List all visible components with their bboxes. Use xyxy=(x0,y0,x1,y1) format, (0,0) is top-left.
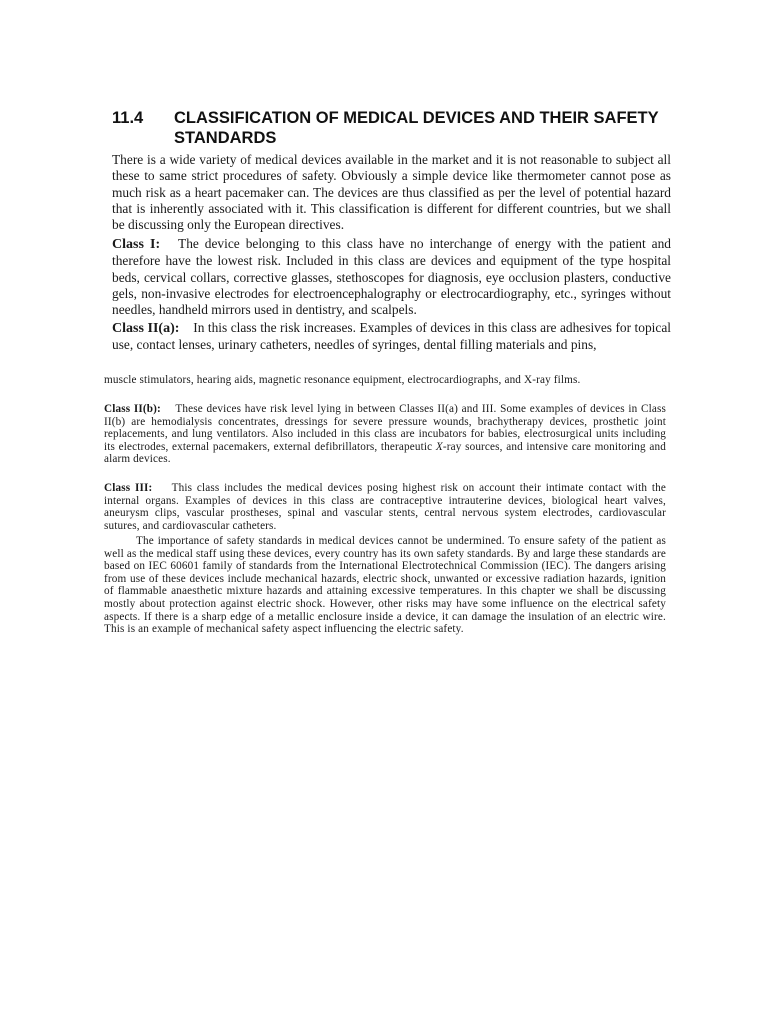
class2b-paragraph xyxy=(104,403,666,466)
class2b-text-x: X xyxy=(435,440,443,453)
class1-label: Class I: xyxy=(112,237,161,252)
section-title-line1: CLASSIFICATION OF MEDICAL DEVICES AND THEIR SAFETY xyxy=(174,109,659,127)
class3-label: Class III: xyxy=(104,482,153,494)
section-heading xyxy=(112,108,672,148)
importance-paragraph: The importance of safety standards in medical devices cannot be undermined. To ensure safety of the patient as well as the medical staff using these devices, every country has its own safety standards. By and large these standards are based on IEC 60601 family of standards from the International Electrotechnical Commission (IEC). The dangers arising from use of these devices include mechanical hazards, electric shock, unwanted or excessive radiation hazards, ignition of flammable anaesthetic mixture hazards and attaining excessive temperatures. In this chapter we shall be discussing mostly about protection against electric shock. However, other risks may have some influence on the electrical safety aspects. If there is a sharp edge of a metallic enclosure inside a device, it can damage the insulation of an electric wire. This is an example of mechanical safety aspect influencing the electric safety. xyxy=(104,535,666,636)
intro-paragraph: There is a wide variety of medical devices available in the market and it is not reasonable to subject all these to same strict procedures of safety. Obviously a simple device like thermometer cannot pose as much risk as a heart pacemaker can. The devices are thus classified as per the level of potential hazard that is inherently associated with it. This classification is different for different countries, but we shall be discussing only the European directives. xyxy=(112,152,671,233)
section-title-line2: STANDARDS xyxy=(174,129,277,147)
class2b-text-a: These devices have risk level lying in between Classes II(a) and III. Some examples of devices in Class II(b) are hemodialysis concentrates, dressings for severe pressure wounds, brachytherapy devices, prosthetic joint replacements, and lung ventilators. Also included in this class are incubators for babies, electrosurgical units including its electrodes, external pacemakers, external defibrillators, therapeutic xyxy=(104,403,666,453)
class2a-label: Class II(a): xyxy=(112,321,180,336)
class2b-label: Class II(b): xyxy=(104,403,161,415)
continuation-paragraph: muscle stimulators, hearing aids, magnetic resonance equipment, electrocardiographs, and X-ray films. xyxy=(104,374,581,386)
class2b-text-b: -ray sources, and intensive care monitoring and alarm devices. xyxy=(104,440,666,466)
class2a-text: In this class the risk increases. Examples of devices in this class are adhesives for topical use, contact lenses, urinary catheters, needles of syringes, dental filling materials and pins, xyxy=(112,320,671,353)
class1-text: The device belonging to this class have no interchange of energy with the patient and therefore have the lowest risk. Included in this class are devices and equipment of the type hospital beds, cervical collars, corrective glasses, stethoscopes for diagnosis, eye occlusion plasters, conductive gels, non-invasive electrodes for electroencephalography or electrocardiography, etc., syringes without needles, handheld mirrors used in dentistry, and scalpels. xyxy=(112,236,671,318)
class1-paragraph xyxy=(112,236,671,318)
class2a-paragraph xyxy=(112,320,671,354)
class3-paragraph xyxy=(104,482,666,532)
section-number: 11.4 xyxy=(112,109,144,127)
class3-text: This class includes the medical devices posing highest risk on account their intimate contact with the internal organs. Examples of devices in this class are contraceptive intrauterine devices, biological heart valves, aneurysm clips, vascular prostheses, spinal and vascular stents, central nervous system electrodes, cardiovascular sutures, and cardiovascular catheters. xyxy=(104,482,666,532)
